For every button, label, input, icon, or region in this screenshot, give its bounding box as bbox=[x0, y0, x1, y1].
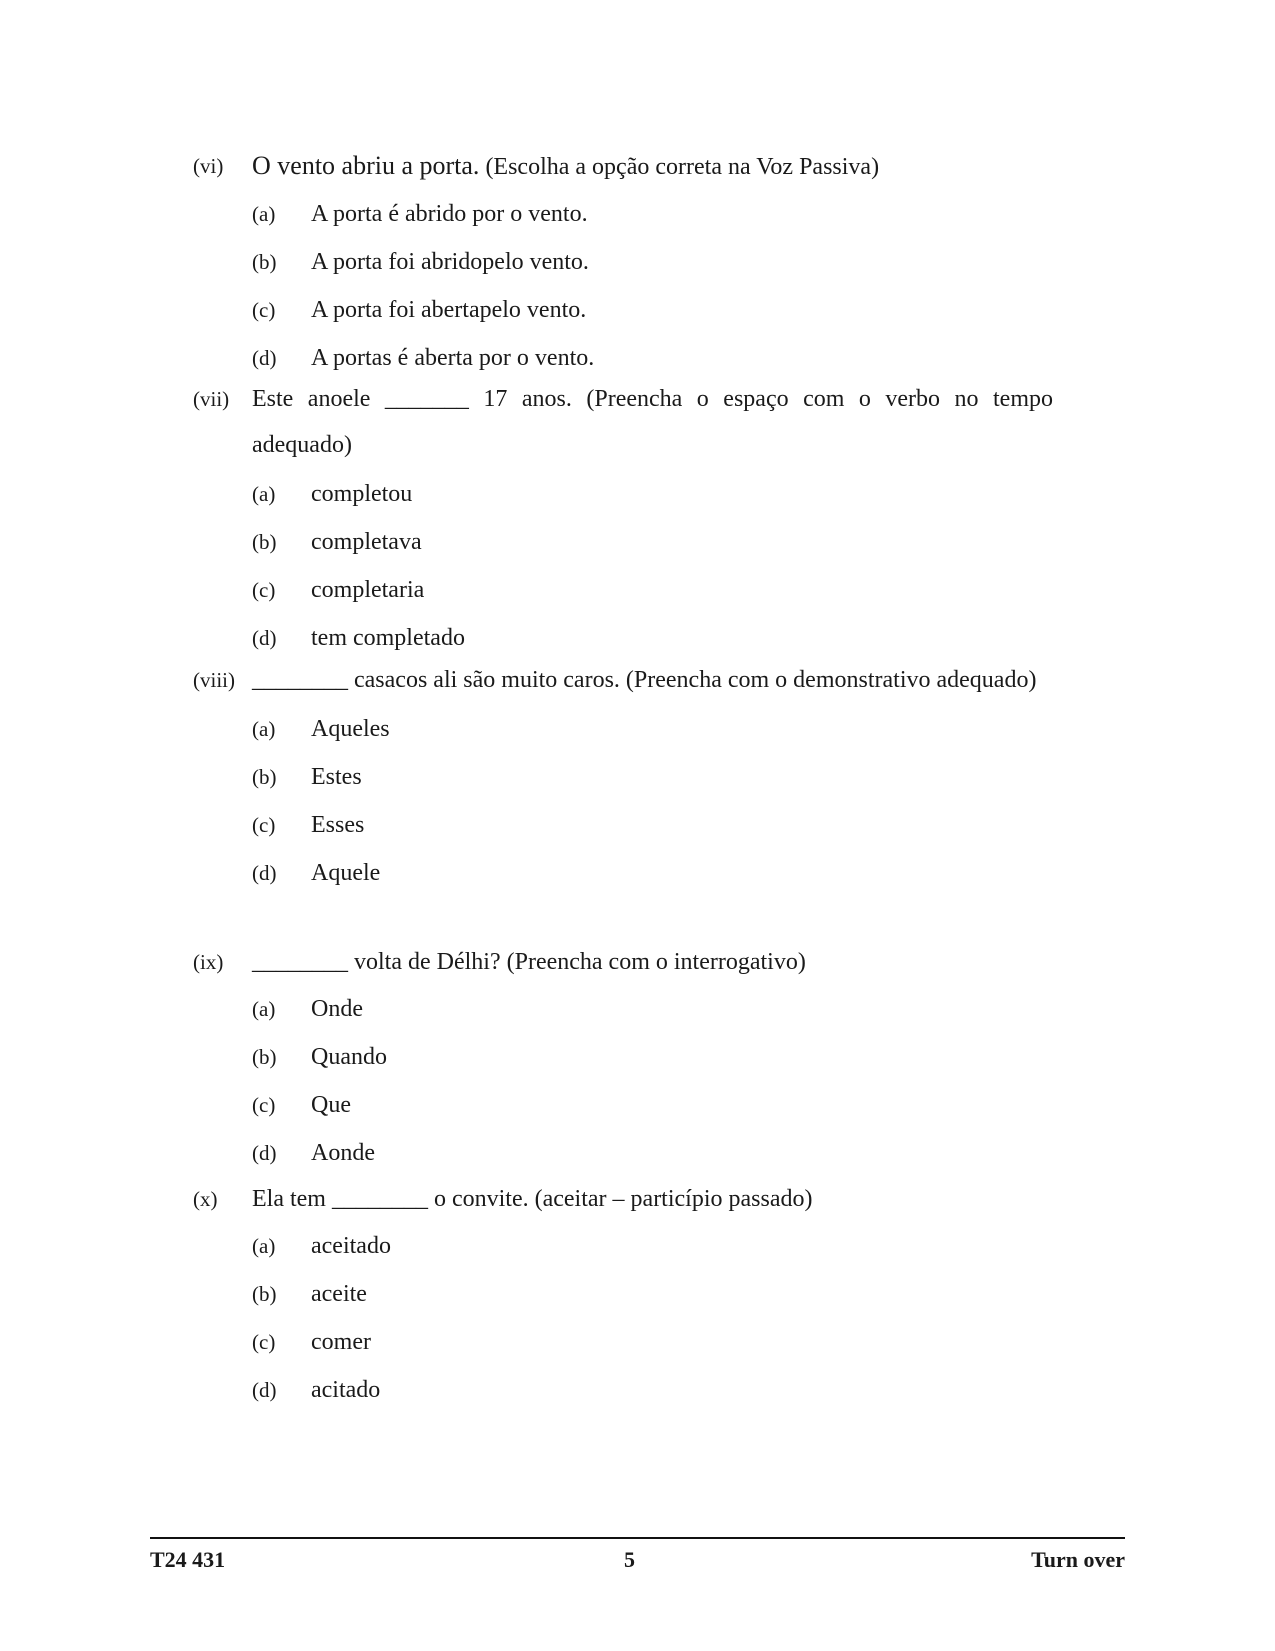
option-text: Aonde bbox=[311, 1140, 375, 1166]
option-d bbox=[252, 334, 1053, 382]
option-text: aceite bbox=[311, 1281, 367, 1307]
option-text: completou bbox=[311, 481, 413, 507]
option-c bbox=[252, 1318, 1053, 1366]
option-a bbox=[252, 1222, 1053, 1270]
option-letter: (d) bbox=[252, 626, 277, 650]
option-letter: (a) bbox=[252, 717, 276, 741]
question-number: (vii) bbox=[193, 387, 230, 411]
options-list bbox=[252, 190, 1053, 382]
question-number: (ix) bbox=[193, 950, 224, 974]
question-x bbox=[193, 1176, 1053, 1414]
option-b bbox=[252, 753, 1053, 801]
option-text: A porta foi abertapelo vento. bbox=[311, 297, 587, 323]
question-vii bbox=[193, 376, 1053, 662]
option-c bbox=[252, 566, 1053, 614]
option-letter: (c) bbox=[252, 1330, 276, 1354]
page-number: 5 bbox=[624, 1547, 635, 1572]
question-number: (viii) bbox=[193, 668, 235, 692]
option-letter: (a) bbox=[252, 997, 276, 1021]
question-number: (vi) bbox=[193, 154, 224, 178]
option-text: aceitado bbox=[311, 1233, 391, 1259]
question-prompt: Este anoele _______ 17 anos. (Preencha o espaço com o verbo no tempo adequado) bbox=[252, 386, 1053, 458]
option-letter: (c) bbox=[252, 578, 276, 602]
option-letter: (d) bbox=[252, 1378, 277, 1402]
question-ix bbox=[193, 939, 1053, 1177]
option-text: Quando bbox=[311, 1044, 387, 1070]
option-text: comer bbox=[311, 1329, 371, 1355]
option-a bbox=[252, 190, 1053, 238]
option-text: completava bbox=[311, 529, 422, 555]
option-letter: (b) bbox=[252, 530, 277, 554]
option-c bbox=[252, 801, 1053, 849]
option-letter: (d) bbox=[252, 1141, 277, 1165]
question-viii bbox=[193, 657, 1053, 897]
option-c bbox=[252, 1081, 1053, 1129]
option-letter: (b) bbox=[252, 1045, 277, 1069]
option-letter: (a) bbox=[252, 1234, 276, 1258]
option-letter: (a) bbox=[252, 482, 276, 506]
option-letter: (c) bbox=[252, 298, 276, 322]
option-letter: (b) bbox=[252, 765, 277, 789]
options-list bbox=[252, 985, 1053, 1177]
question-prompt: ________ volta de Délhi? (Preencha com o interrogativo) bbox=[252, 949, 806, 975]
question-prompt: ________ casacos ali são muito caros. (Preencha com o demonstrativo adequado) bbox=[252, 667, 1037, 693]
options-list bbox=[252, 1222, 1053, 1414]
option-d bbox=[252, 849, 1053, 897]
option-a bbox=[252, 705, 1053, 753]
question-number: (x) bbox=[193, 1187, 218, 1211]
question-prompt bbox=[252, 143, 1053, 190]
option-text: acitado bbox=[311, 1377, 381, 1403]
option-a bbox=[252, 985, 1053, 1033]
option-b bbox=[252, 238, 1053, 286]
option-letter: (d) bbox=[252, 861, 277, 885]
option-a bbox=[252, 470, 1053, 518]
option-letter: (b) bbox=[252, 1282, 277, 1306]
option-b bbox=[252, 1033, 1053, 1081]
option-letter: (c) bbox=[252, 813, 276, 837]
turn-over-label: Turn over bbox=[1031, 1547, 1125, 1572]
option-b bbox=[252, 518, 1053, 566]
options-list bbox=[252, 705, 1053, 897]
option-letter: (a) bbox=[252, 202, 276, 226]
option-text: tem completado bbox=[311, 625, 465, 651]
option-letter: (c) bbox=[252, 1093, 276, 1117]
option-b bbox=[252, 1270, 1053, 1318]
option-text: A portas é aberta por o vento. bbox=[311, 345, 595, 371]
option-d bbox=[252, 1129, 1053, 1177]
option-text: Aquele bbox=[311, 860, 381, 886]
option-c bbox=[252, 286, 1053, 334]
footer-divider bbox=[150, 1537, 1125, 1539]
question-vi bbox=[193, 143, 1053, 382]
option-text: Estes bbox=[311, 764, 362, 790]
option-text: Esses bbox=[311, 812, 365, 838]
option-d bbox=[252, 1366, 1053, 1414]
option-text: Que bbox=[311, 1092, 351, 1118]
option-text: Onde bbox=[311, 996, 363, 1022]
question-instruction: (Escolha a opção correta na Voz Passiva) bbox=[485, 154, 880, 180]
option-text: A porta foi abridopelo vento. bbox=[311, 249, 589, 275]
footer-code: T24 431 bbox=[150, 1547, 226, 1572]
option-text: completaria bbox=[311, 577, 425, 603]
option-text: A porta é abrido por o vento. bbox=[311, 201, 588, 227]
question-prompt-sentence: O vento abriu a porta. bbox=[252, 151, 480, 180]
option-text: Aqueles bbox=[311, 716, 390, 742]
question-prompt: Ela tem ________ o convite. (aceitar – particípio passado) bbox=[252, 1186, 813, 1212]
option-letter: (b) bbox=[252, 250, 277, 274]
option-d bbox=[252, 614, 1053, 662]
options-list bbox=[252, 470, 1053, 662]
option-letter: (d) bbox=[252, 346, 277, 370]
